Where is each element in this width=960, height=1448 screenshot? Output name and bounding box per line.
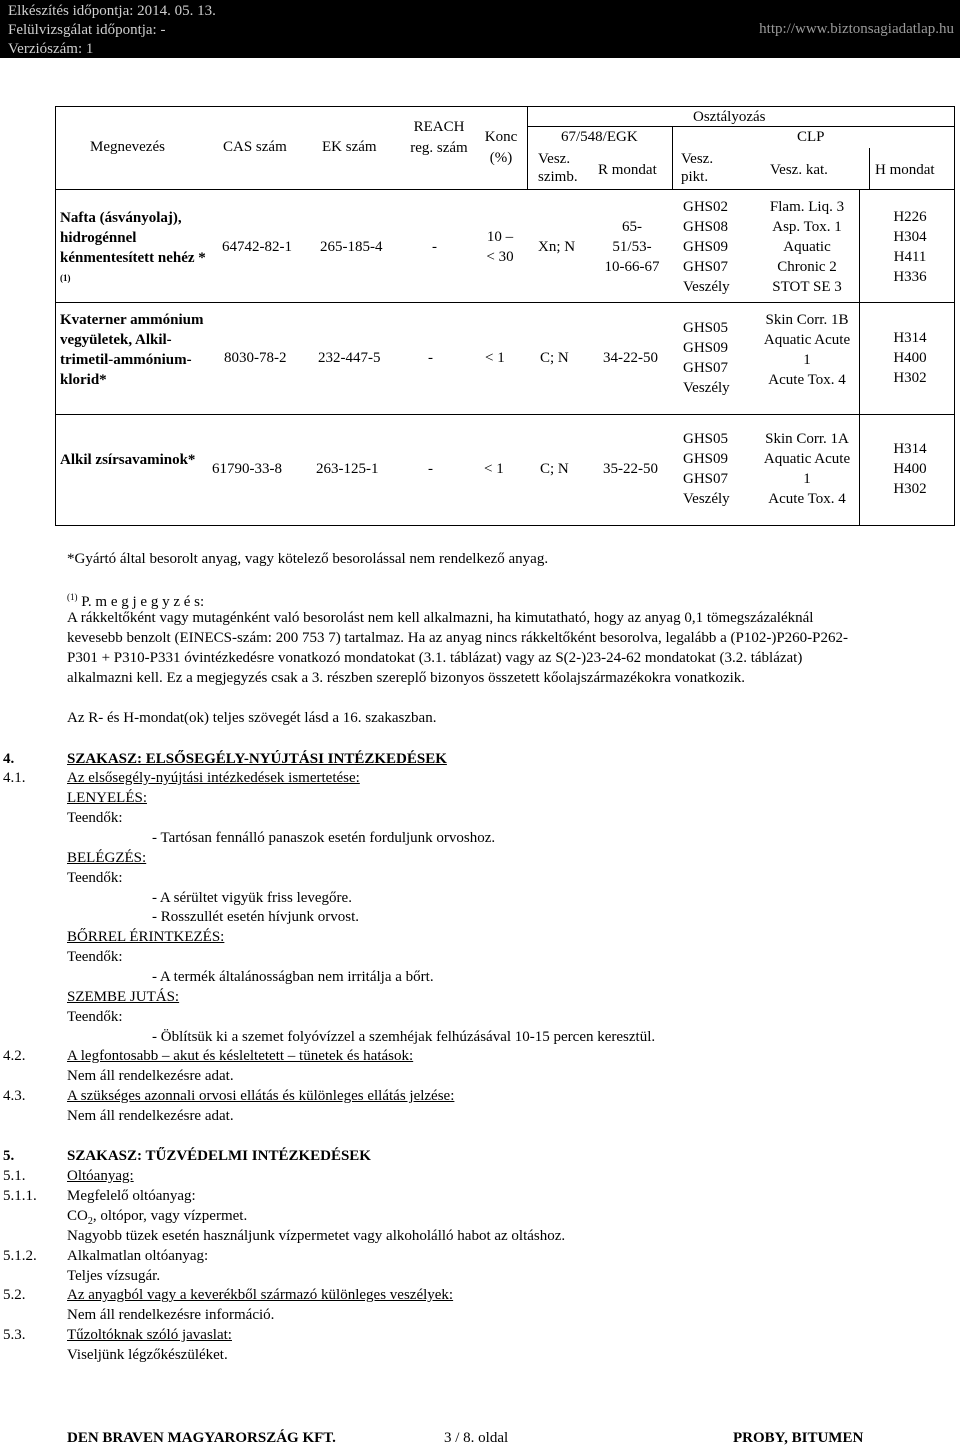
- cell-r: 35-22-50: [603, 461, 658, 477]
- version-number: Verziószám: 1: [8, 41, 94, 57]
- s512-number: 5.1.2.: [3, 1248, 37, 1264]
- cell-pikt: GHS05 GHS09 GHS07 Veszély: [683, 320, 730, 396]
- th-vesz-szimb: Vesz. szimb.: [538, 151, 578, 185]
- s511-title: Megfelelő oltóanyag:: [67, 1188, 196, 1204]
- footer-company: DEN BRAVEN MAGYARORSZÁG KFT.: [67, 1430, 336, 1446]
- cell-cas: 61790-33-8: [212, 461, 282, 477]
- cell-r: 65- 51/53- 10-66-67: [604, 219, 660, 275]
- lenyeles-item: - Tartósan fennálló panaszok esetén forduljunk orvoshoz.: [152, 830, 496, 846]
- section5-number: 5.: [3, 1148, 15, 1164]
- cell-konc: 10 – < 30: [486, 229, 514, 265]
- s512-title: Alkalmatlan oltóanyag:: [67, 1248, 209, 1264]
- teendok-label: Teendők:: [67, 810, 123, 826]
- s52-title: Az anyagból vagy a keverékből származó különleges veszélyek:: [67, 1287, 454, 1303]
- cell-konc: < 1: [484, 461, 504, 477]
- cell-szimb: Xn; N: [538, 239, 576, 255]
- cell-konc: < 1: [485, 350, 505, 366]
- s511-number: 5.1.1.: [3, 1188, 37, 1204]
- cell-h: H226 H304 H411 H336: [893, 209, 927, 285]
- belegzes-item: - A sérültet vigyük friss levegőre.: [152, 890, 352, 906]
- borrel-heading: BŐRREL ÉRINTKEZÉS:: [67, 929, 225, 945]
- header-url[interactable]: http://www.biztonsagiadatlap.hu: [759, 21, 954, 37]
- s42-number: 4.2.: [3, 1048, 26, 1064]
- teendok-label: Teendők:: [67, 949, 123, 965]
- s51-title: Oltóanyag:: [67, 1168, 134, 1184]
- cell-cas: 8030-78-2: [224, 350, 287, 366]
- cell-szimb: C; N: [540, 461, 569, 477]
- cell-pikt: GHS05 GHS09 GHS07 Veszély: [683, 431, 730, 507]
- teendok-label: Teendők:: [67, 1009, 123, 1025]
- cell-ek: 263-125-1: [316, 461, 379, 477]
- belegzes-heading: BELÉGZÉS:: [67, 850, 147, 866]
- th-osztalyozas: Osztályozás: [693, 109, 766, 125]
- s53-number: 5.3.: [3, 1327, 26, 1343]
- th-reach: REACH reg. szám: [410, 119, 468, 156]
- th-konc: Konc (%): [484, 129, 518, 166]
- borrel-item: - A termék általánosságban nem irritálja a bőrt.: [152, 969, 434, 985]
- s52-number: 5.2.: [3, 1287, 26, 1303]
- th-cas: CAS szám: [223, 139, 287, 155]
- lenyeles-heading: LENYELÉS:: [67, 790, 147, 806]
- created-date: Elkészítés időpontja: 2014. 05. 13.: [8, 3, 216, 19]
- cell-ek: 265-185-4: [320, 239, 383, 255]
- section4-title: SZAKASZ: ELSŐSEGÉLY-NYÚJTÁSI INTÉZKEDÉSEK: [67, 751, 447, 767]
- s52-text: Nem áll rendelkezésre információ.: [67, 1307, 275, 1323]
- cell-kat: Skin Corr. 1A Aquatic Acute 1 Acute Tox. 4: [763, 431, 851, 507]
- cell-name: Nafta (ásványolaj), hidrogénnel kénmentesített nehéz * $^{(1)}$: [60, 210, 206, 283]
- th-h-mondat: H mondat: [875, 162, 935, 178]
- page-header: [0, 0, 960, 58]
- cell-r: 34-22-50: [603, 350, 658, 366]
- header-meta: [8, 2, 216, 59]
- th-vesz-kat: Vesz. kat.: [770, 162, 828, 178]
- s53-text: Viseljünk légzőkészüléket.: [67, 1347, 228, 1363]
- section5-title: SZAKASZ: TŰZVÉDELMI INTÉZKEDÉSEK: [67, 1148, 371, 1164]
- th-vesz-pikt: Vesz. pikt.: [681, 151, 714, 185]
- cell-name: Alkil zsírsavaminok*: [60, 452, 196, 468]
- s43-title: A szükséges azonnali orvosi ellátás és különleges ellátás jelzése:: [67, 1088, 455, 1104]
- cell-h: H314 H400 H302: [893, 441, 927, 497]
- footer-product: PROBY, BITUMEN: [733, 1430, 864, 1446]
- gyarto-note: *Gyártó által besorolt anyag, vagy kötelező besorolással nem rendelkező anyag.: [67, 551, 549, 567]
- s42-text: Nem áll rendelkezésre adat.: [67, 1068, 234, 1084]
- s53-title: Tűzoltóknak szóló javaslat:: [67, 1327, 232, 1343]
- teendok-label: Teendők:: [67, 870, 123, 886]
- s41-number: 4.1.: [3, 770, 26, 786]
- s43-text: Nem áll rendelkezésre adat.: [67, 1108, 234, 1124]
- cell-ek: 232-447-5: [318, 350, 381, 366]
- s511-text: $CO_2$, oltópor, vagy vízpermet.: [67, 1208, 248, 1227]
- revised-date: Felülvizsgálat időpontja: -: [8, 22, 166, 38]
- s42-title: A legfontosabb – akut és késleltetett – tünetek és hatások:: [67, 1048, 414, 1064]
- cell-kat: Skin Corr. 1B Aquatic Acute 1 Acute Tox. 4: [763, 312, 851, 388]
- s512-text: Teljes vízsugár.: [67, 1268, 161, 1284]
- cell-cas: 64742-82-1: [222, 239, 292, 255]
- th-clp: CLP: [797, 129, 825, 145]
- cell-kat: Flam. Liq. 3 Asp. Tox. 1 Aquatic Chronic 2 STOT SE 3: [769, 199, 845, 295]
- megjegyzes-title: $^{(1)}$ P. m e g j e g y z é s:: [67, 592, 205, 610]
- szembe-item: - Öblítsük ki a szemet folyóvízzel a szemhéjak felhúzásával 10-15 percen keresztül.: [152, 1029, 656, 1045]
- cell-szimb: C; N: [540, 350, 569, 366]
- s511-text2: Nagyobb tüzek esetén használjunk vízpermetet vagy alkoholálló habot az oltáshoz.: [67, 1228, 566, 1244]
- s43-number: 4.3.: [3, 1088, 26, 1104]
- r-h-reference: Az R- és H-mondat(ok) teljes szövegét lásd a 16. szakaszban.: [67, 710, 437, 726]
- cell-reach: -: [428, 461, 433, 477]
- belegzes-item: - Rosszullét esetén hívjunk orvost.: [152, 909, 360, 925]
- cell-name: Kvaterner ammónium vegyületek, Alkil-trimetil-ammónium-klorid*: [60, 312, 204, 388]
- th-67548: 67/548/EGK: [561, 129, 638, 145]
- s51-number: 5.1.: [3, 1168, 26, 1184]
- cell-pikt: GHS02 GHS08 GHS09 GHS07 Veszély: [683, 199, 730, 295]
- cell-reach: -: [428, 350, 433, 366]
- szembe-heading: SZEMBE JUTÁS:: [67, 989, 180, 1005]
- cell-reach: -: [432, 239, 437, 255]
- th-ek: EK szám: [322, 139, 377, 155]
- section4-number: 4.: [3, 751, 15, 767]
- cell-h: H314 H400 H302: [893, 330, 927, 386]
- th-r-mondat: R mondat: [598, 162, 657, 178]
- th-name: Megnevezés: [90, 139, 165, 155]
- footer-page: 3 / 8. oldal: [444, 1430, 509, 1446]
- megjegyzes-text: A rákkeltőként vagy mutagénként való besorolást nem kell alkalmazni, ha kimutatható, hogy az anyag 0,1 tömegszázaléknál kevesebb benzolt (EINECS-szám: 200 753 7) tartalmaz. Ha az anyag nincs rákkeltőként besorolva, legalább a (P102-)P260-P262- P301 + P310-P331 óvintézkedésre vonatkozó mondatokat (3.1. táblázat) vagy az S(2-)23-24-62 mondatokat (3.2. táblázat) alkalmazni kell. Ez a megjegyzés csak a 3. részben szereplő bizonyos összetett kőolajszármazékokra vonatkozik.: [67, 610, 849, 686]
- s41-title: Az elsősegély-nyújtási intézkedések ismertetése:: [67, 770, 360, 786]
